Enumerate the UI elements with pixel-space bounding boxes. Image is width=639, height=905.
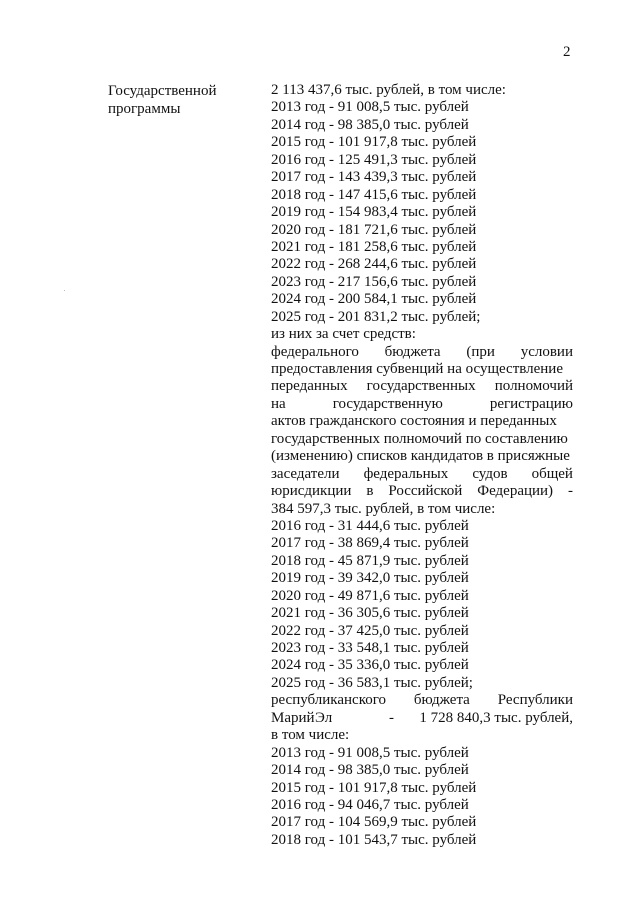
republic-line xyxy=(271,710,573,727)
republic-years-list xyxy=(271,745,573,850)
republic-year-line: 2018 год - 101 543,7 тыс. рублей xyxy=(271,831,477,848)
federal-paragraph xyxy=(271,344,573,518)
republic-paragraph xyxy=(271,692,573,744)
section-label xyxy=(108,82,248,118)
scan-speck xyxy=(64,290,65,291)
total-year-line: 2021 год - 181 258,6 тыс. рублей xyxy=(271,238,477,255)
total-year-line: 2020 год - 181 721,6 тыс. рублей xyxy=(271,221,477,238)
total-year-line: 2024 год - 200 584,1 тыс. рублей xyxy=(271,291,477,308)
federal-year-line: 2022 год - 37 425,0 тыс. рублей xyxy=(271,622,469,639)
word: юрисдикции xyxy=(271,483,352,500)
federal-year-line: 2017 год - 38 869,4 тыс. рублей xyxy=(271,535,469,552)
word: условии xyxy=(520,343,573,360)
total-year-line: 2015 год - 101 917,8 тыс. рублей xyxy=(271,134,477,151)
federal-year-line: 2018 год - 45 871,9 тыс. рублей xyxy=(271,552,469,569)
federal-line: предоставления субвенций на осуществление xyxy=(271,361,563,377)
word: Российской xyxy=(388,483,463,500)
republic-line: в том числе: xyxy=(271,727,350,744)
total-year-line: 2025 год - 201 831,2 тыс. рублей; xyxy=(271,308,481,325)
federal-year-line: 2020 год - 49 871,6 тыс. рублей xyxy=(271,587,469,604)
republic-year-line: 2017 год - 104 569,9 тыс. рублей xyxy=(271,814,477,831)
word: переданных xyxy=(271,378,348,395)
word: общей xyxy=(531,465,573,482)
federal-year-line: 2019 год - 39 342,0 тыс. рублей xyxy=(271,570,469,587)
federal-line: (изменению) списков кандидатов в присяжные xyxy=(271,448,570,465)
word: Республики xyxy=(497,692,573,709)
word: бюджета xyxy=(384,343,441,360)
word: федеральных xyxy=(363,465,449,482)
total-line: 2 113 437,6 тыс. рублей, в том числе: xyxy=(271,82,506,98)
republic-line xyxy=(271,692,573,709)
federal-line xyxy=(271,396,573,413)
word: 1 728 840,3 тыс. рублей, xyxy=(419,709,573,726)
republic-year-line: 2013 год - 91 008,5 тыс. рублей xyxy=(271,744,469,761)
word: государственных xyxy=(366,378,476,395)
republic-year-line: 2016 год - 94 046,7 тыс. рублей xyxy=(271,796,469,813)
federal-year-line: 2016 год - 31 444,6 тыс. рублей xyxy=(271,517,469,534)
word: республиканского xyxy=(271,692,386,709)
total-year-line: 2022 год - 268 244,6 тыс. рублей xyxy=(271,256,477,273)
federal-year-line: 2021 год - 36 305,6 тыс. рублей xyxy=(271,605,469,622)
page-number: 2 xyxy=(563,44,571,60)
total-year-line: 2014 год - 98 385,0 тыс. рублей xyxy=(271,116,469,133)
republic-year-line: 2014 год - 98 385,0 тыс. рублей xyxy=(271,762,469,779)
word: федерального xyxy=(271,343,359,360)
word: Марий xyxy=(271,709,315,726)
word: на xyxy=(271,395,286,412)
sources-intro: из них за счет средств: xyxy=(271,326,416,343)
section-label-line: Государственной xyxy=(108,83,217,99)
federal-line xyxy=(271,466,573,483)
federal-line: актов гражданского состояния и переданных xyxy=(271,413,557,430)
federal-year-line: 2023 год - 33 548,1 тыс. рублей xyxy=(271,640,469,656)
total-year-line: 2013 год - 91 008,5 тыс. рублей xyxy=(271,99,469,116)
federal-line xyxy=(271,344,573,361)
word: полномочий xyxy=(494,378,573,395)
word: в xyxy=(366,483,374,500)
federal-line xyxy=(271,483,573,500)
total-year-line: 2019 год - 154 983,4 тыс. рублей xyxy=(271,204,477,221)
word: Федерации) xyxy=(477,483,554,500)
total-year-line: 2017 год - 143 439,3 тыс. рублей xyxy=(271,169,477,186)
word: регистрацию xyxy=(489,395,573,412)
total-years-list xyxy=(271,99,573,326)
federal-line xyxy=(271,378,573,395)
funding-text xyxy=(271,82,573,849)
word: государственную xyxy=(332,395,443,412)
word: заседатели xyxy=(271,465,340,482)
word: - xyxy=(389,709,394,726)
federal-year-line: 2024 год - 35 336,0 тыс. рублей xyxy=(271,657,469,674)
word: - xyxy=(567,483,573,500)
word: судов xyxy=(472,465,508,482)
word: бюджета xyxy=(413,692,470,709)
republic-year-line: 2015 год - 101 917,8 тыс. рублей xyxy=(271,779,477,796)
total-year-line: 2023 год - 217 156,6 тыс. рублей xyxy=(271,273,477,290)
section-label-line: программы xyxy=(108,101,181,117)
federal-line: 384 597,3 тыс. рублей, в том числе: xyxy=(271,500,496,517)
total-year-line: 2016 год - 125 491,3 тыс. рублей xyxy=(271,151,477,168)
word: (при xyxy=(466,343,495,360)
word: Эл xyxy=(315,709,333,726)
federal-years-list xyxy=(271,518,573,692)
federal-year-line: 2025 год - 36 583,1 тыс. рублей; xyxy=(271,674,473,691)
total-year-line: 2018 год - 147 415,6 тыс. рублей xyxy=(271,186,477,203)
federal-line: государственных полномочий по составлению xyxy=(271,430,568,447)
